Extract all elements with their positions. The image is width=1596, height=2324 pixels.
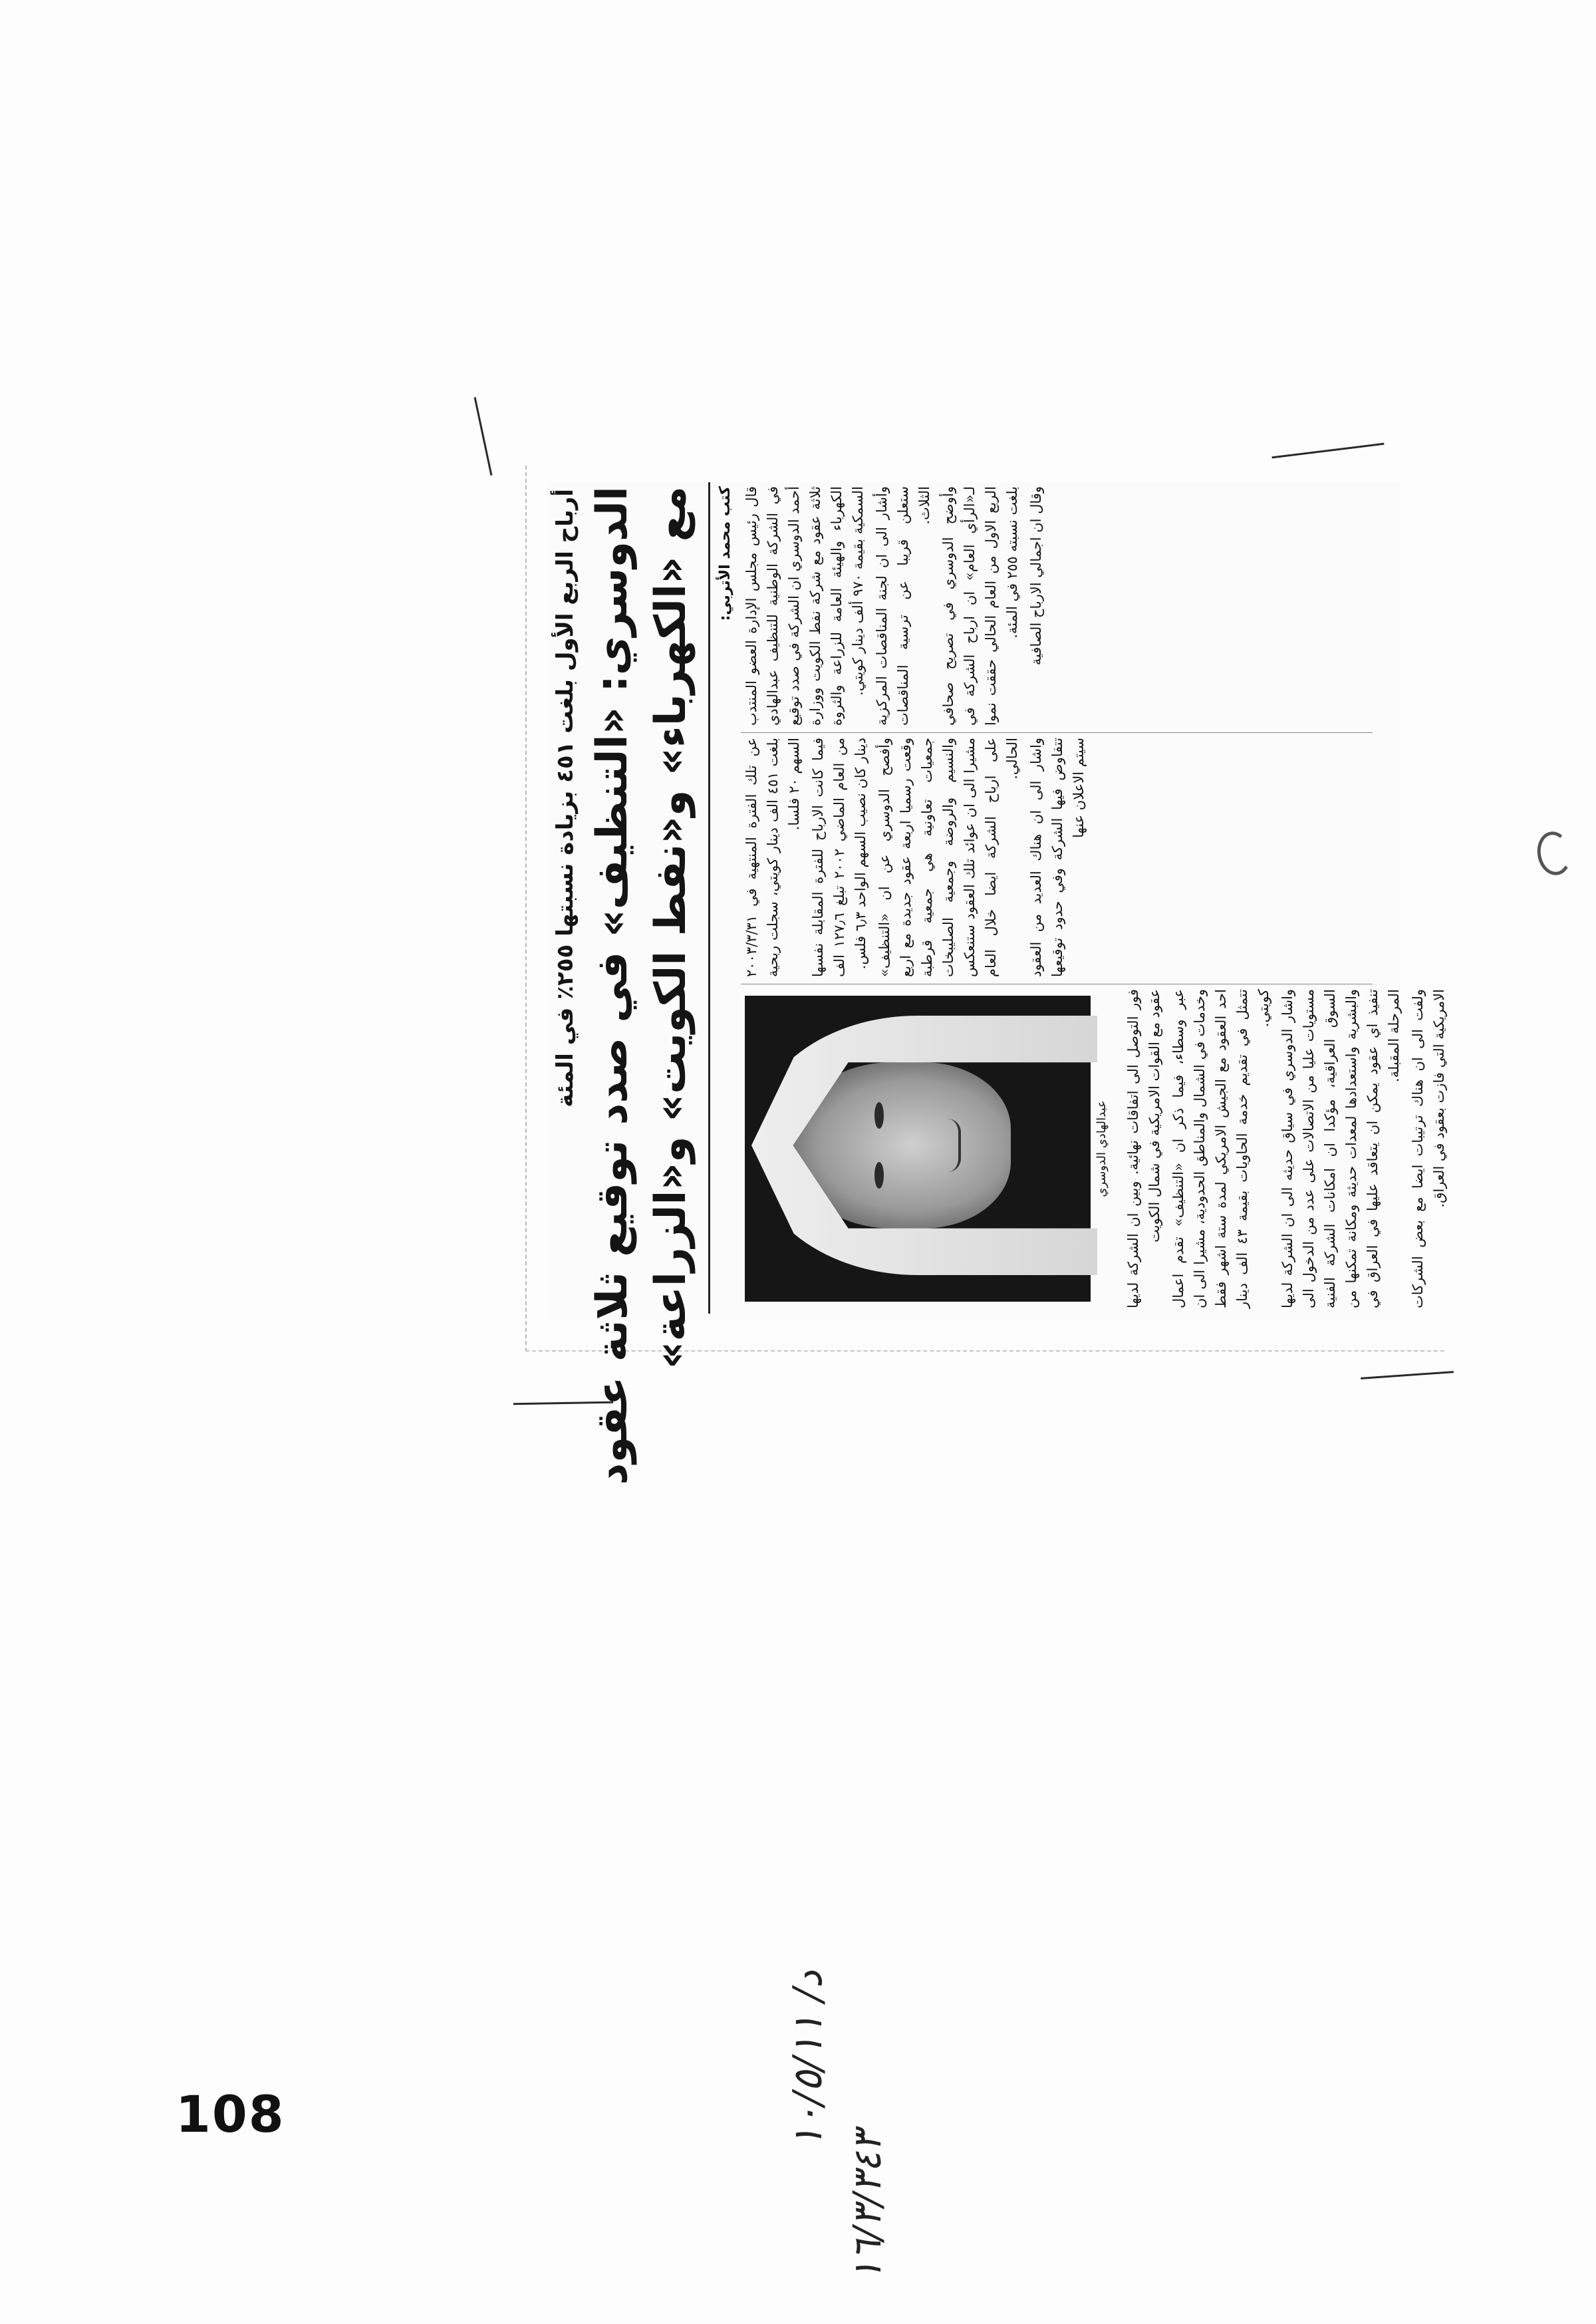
paragraph: واشار الدوسري في سياق حديثه الى ان الشركة لديها مستويات عليا من الاتصالات على عدد من الدخول الى السوق العراقية، مؤكدا ان امكانات الشركة الفنية والبشرية واستعدادها لمعدات حديثة ومكانة تمكنها من تنفيذ اي عقود يمكن ان يتعاقد عليها في العراق في المرحلة المقبلة. [1279,989,1402,1308]
paragraph: فيما كانت الارباح للفترة المقابلة نفسها من العام الماضي ٢٠٠٢ تبلغ ١٢٧٫٦ الف دينار كان نصيب السهم الواحد ٦٫٣ فلس. [810,738,868,977]
crop-mark-top-left [474,397,493,476]
headline-line-2: مع «الكهرباء» و«نفط الكويت» و«الزراعة» [646,486,696,1369]
portrait-photo [745,996,1091,1302]
paragraph: وأفصح الدوسري عن ان «التنظيف» وقعت رسميا اربعة عقود جديدة مع اربع جمعيات تعاونية هي جمعية قرطبة والنسيم والروضة وجمعية الصليبخات مشيرا الى ان عوائد تلك العقود ستنعكس على ارباح الشركة ايضا خلال العام الحالي. [876,738,1020,977]
paragraph: ولفت الى ان هناك ترتيبات ايضا مع بعض الشركات الامريكية التي فازت بعقود في العراق. [1410,989,1447,1308]
handwritten-date: د/ ١٠/٥/١١ [785,1970,831,2148]
portrait-mouth [948,1119,961,1172]
crop-mark-bottom-right [1361,1371,1454,1380]
article-body [708,482,1447,1314]
article-column-2 [741,738,1379,977]
photo-caption: عبدالهادي الدوسري [1095,1100,1109,1197]
article-byline: كتب محمد الأتربي: [717,486,733,621]
paragraph: وأوضح الدوسري في تصريح صحافي لـ«الرأي العام» ان ارباح الشركة في الربع الاول من العام الحالي حققت نموا بلغت نسبته ٢٥٥ في المئة. [940,486,1020,726]
paragraph: قال رئيس مجلس الإدارة العضو المنتدب في الشركة الوطنية للتنظيف عبدالهادي أحمد الدوسري ان الشركة في صدد توقيع ثلاثة عقود مع شركة نفط الكويت ووزارة الكهرباء والهيئة العامة للزراعة والثروة السمكية بقيمة ٩٧٠ ألف دينار كويتي. [743,486,866,726]
binder-hole-mark [1534,829,1575,878]
article-kicker: أرباح الربع الأول بلغت ٤٥١ بزيادة نسبتها ٢٥٥٪ في المئة [552,489,579,1107]
paragraph: وقال ان اجمالي الارباح الصافية [1028,486,1044,666]
crop-mark-top-right [1271,443,1384,459]
page-number: 108 [176,2085,285,2144]
article-column-1 [741,486,1379,726]
paragraph: عبر وسطاء، فيما ذكر ان «التنظيف» تقدم اعمال وخدمات في الشمال والمناطق الحدودية، مشيرا الى ان احد العقود مع الجيش الامريكي لمدة ستة اشهر فقط تتمثل في تقديم خدمة الحاويات بقيمة ٤٣ الف دينار كويتي. [1170,989,1271,1308]
headline-line-1: الدوسري: «التنظيف» في صدد توقيع ثلاثة عقود [588,486,637,1485]
paragraph: وأشار الى ان لجنة المناقصات المركزية ستعلن قريبا عن ترسية المناقصات الثلاث. [874,486,932,726]
newspaper-clipping [549,482,1447,1485]
portrait-eye [874,1162,884,1189]
paragraph: عن تلك الفترة المنتهية في ٢٠٠٣/٣/٣١ بلغت ٤٥١ الف دينار كويتي، سجلت ربحية السهم ٢٠ فلسا. [743,738,802,977]
handwritten-reference: ١٦/٣/٣٤٣ [845,2131,890,2281]
paragraph: فور التوصل الى اتفاقات نهائية. وبين ان الشركة لديها عقود مع القوات الامريكية في شمال الكويت [1125,989,1162,1308]
paragraph: واشار الى ان هناك العديد من العقود تتفاوض فيها الشركة وفي حدود توقيعها سيتم الاعلان عنها [1028,738,1087,977]
portrait-eye [874,1102,884,1129]
column-rule [741,732,1373,733]
article-headline [583,482,700,1485]
article-column-3 [1123,989,1447,1308]
